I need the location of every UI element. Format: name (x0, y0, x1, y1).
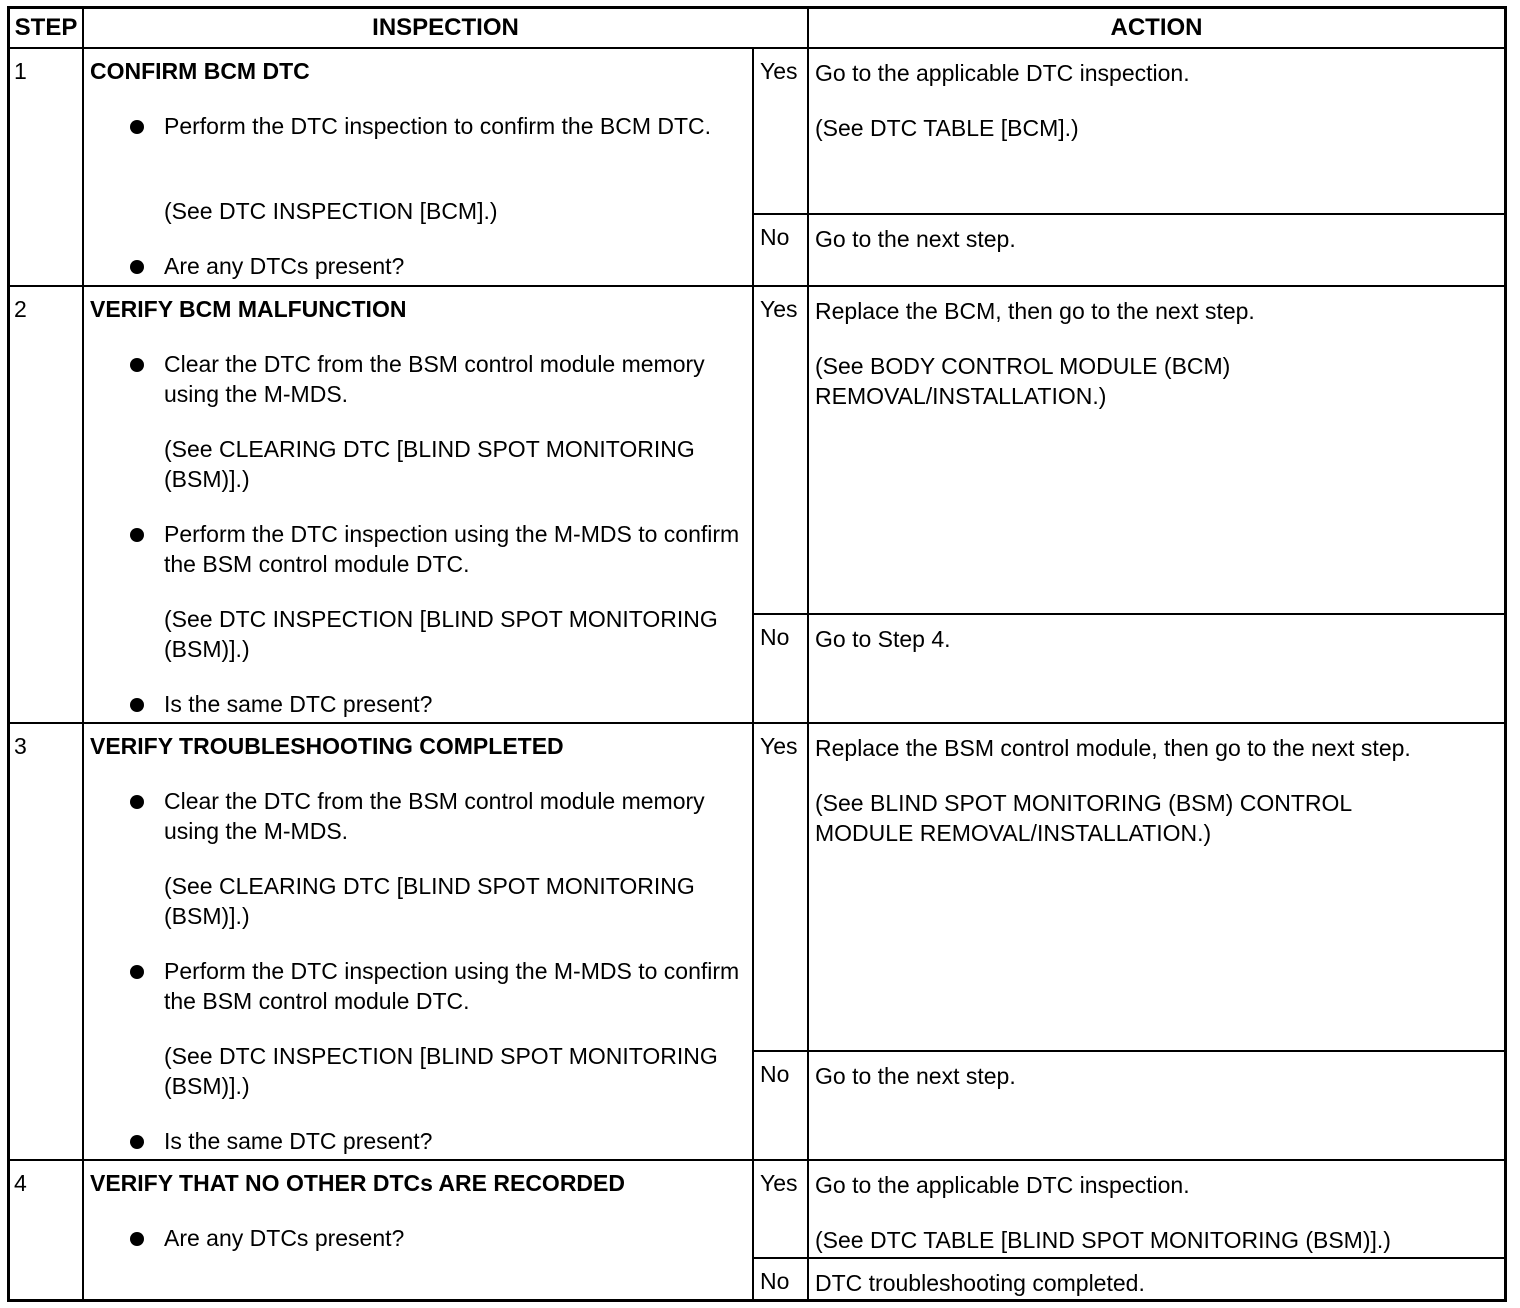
step-title: VERIFY THAT NO OTHER DTCs ARE RECORDED (90, 1170, 625, 1196)
yes-action-cell (809, 287, 1504, 615)
bullet-icon (130, 1135, 144, 1149)
step-cell (10, 724, 84, 1161)
table-row (10, 287, 1504, 724)
header-inspection: INSPECTION (84, 9, 809, 49)
yes-action-cell (809, 1161, 1504, 1259)
yes-action-reference: (See BODY CONTROL MODULE (BCM) REMOVAL/INSTALLATION.) (815, 353, 1231, 409)
yes-action-reference: (See DTC TABLE [BCM].) (815, 115, 1079, 141)
yes-label-cell (754, 49, 809, 215)
no-action-cell (809, 1052, 1504, 1161)
yes-label-cell (754, 724, 809, 1052)
inspection-cell (84, 287, 754, 724)
yes-action-reference: (See BLIND SPOT MONITORING (BSM) CONTROL MODULE REMOVAL/INSTALLATION.) (815, 790, 1352, 846)
table-row (10, 49, 1504, 287)
no-label-cell (754, 1259, 809, 1299)
step-cell (10, 49, 84, 287)
yes-label: Yes (760, 296, 798, 322)
yes-action: Replace the BCM, then go to the next step. (815, 298, 1255, 324)
bullet-icon (130, 795, 144, 809)
no-action-cell (809, 615, 1504, 724)
inspection-cell (84, 49, 754, 287)
yes-action: Go to the applicable DTC inspection. (815, 60, 1190, 86)
yes-label: Yes (760, 733, 798, 759)
table-row (10, 1161, 1504, 1299)
inspection-item: Clear the DTC from the BSM control module memory using the M-MDS. (164, 788, 705, 844)
yes-action-cell (809, 724, 1504, 1052)
step-number: 4 (14, 1170, 27, 1196)
no-label-cell (754, 215, 809, 287)
inspection-cell (84, 1161, 754, 1299)
step-title: VERIFY TROUBLESHOOTING COMPLETED (90, 733, 564, 759)
inspection-item: Is the same DTC present? (164, 1128, 433, 1154)
no-label: No (760, 224, 790, 250)
inspection-reference: (See DTC INSPECTION [BCM].) (164, 198, 498, 224)
yes-label-cell (754, 287, 809, 615)
inspection-reference: (See CLEARING DTC [BLIND SPOT MONITORING (BSM)].) (164, 873, 695, 929)
inspection-reference: (See CLEARING DTC [BLIND SPOT MONITORING (BSM)].) (164, 436, 695, 492)
troubleshooting-table (7, 6, 1507, 1302)
no-action-cell (809, 1259, 1504, 1299)
no-label: No (760, 1061, 790, 1087)
inspection-item: Clear the DTC from the BSM control module memory using the M-MDS. (164, 351, 705, 407)
no-label-cell (754, 1052, 809, 1161)
no-label: No (760, 1268, 790, 1294)
step-number: 3 (14, 733, 27, 759)
table-row (10, 724, 1504, 1161)
bullet-icon (130, 120, 144, 134)
yes-action: Replace the BSM control module, then go to the next step. (815, 735, 1411, 761)
bullet-icon (130, 358, 144, 372)
inspection-reference: (See DTC INSPECTION [BLIND SPOT MONITORING (BSM)].) (164, 606, 718, 662)
step-title: VERIFY BCM MALFUNCTION (90, 296, 407, 322)
bullet-icon (130, 1232, 144, 1246)
no-label-cell (754, 615, 809, 724)
bullet-icon (130, 260, 144, 274)
yes-action-cell (809, 49, 1504, 215)
no-action-cell (809, 215, 1504, 287)
yes-action-reference: (See DTC TABLE [BLIND SPOT MONITORING (BSM)].) (815, 1227, 1391, 1253)
header-step: STEP (10, 9, 84, 49)
no-action: Go to Step 4. (815, 626, 951, 652)
no-action: Go to the next step. (815, 226, 1016, 252)
step-number: 1 (14, 58, 27, 84)
inspection-item: Perform the DTC inspection to confirm the BCM DTC. (164, 113, 712, 139)
yes-action: Go to the applicable DTC inspection. (815, 1172, 1190, 1198)
step-cell (10, 1161, 84, 1299)
inspection-reference: (See DTC INSPECTION [BLIND SPOT MONITORING (BSM)].) (164, 1043, 718, 1099)
bullet-icon (130, 528, 144, 542)
inspection-item: Perform the DTC inspection using the M-MDS to confirm the BSM control module DTC. (164, 521, 740, 577)
inspection-item: Perform the DTC inspection using the M-MDS to confirm the BSM control module DTC. (164, 958, 740, 1014)
bullet-icon (130, 698, 144, 712)
no-action: Go to the next step. (815, 1063, 1016, 1089)
step-cell (10, 287, 84, 724)
yes-label: Yes (760, 58, 798, 84)
header-action: ACTION (809, 9, 1504, 49)
step-title: CONFIRM BCM DTC (90, 58, 310, 84)
no-action: DTC troubleshooting completed. (815, 1270, 1145, 1296)
inspection-cell (84, 724, 754, 1161)
inspection-item: Are any DTCs present? (164, 253, 405, 279)
inspection-item: Is the same DTC present? (164, 691, 433, 717)
yes-label-cell (754, 1161, 809, 1259)
no-label: No (760, 624, 790, 650)
inspection-item: Are any DTCs present? (164, 1225, 405, 1251)
step-number: 2 (14, 296, 27, 322)
yes-label: Yes (760, 1170, 798, 1196)
bullet-icon (130, 965, 144, 979)
